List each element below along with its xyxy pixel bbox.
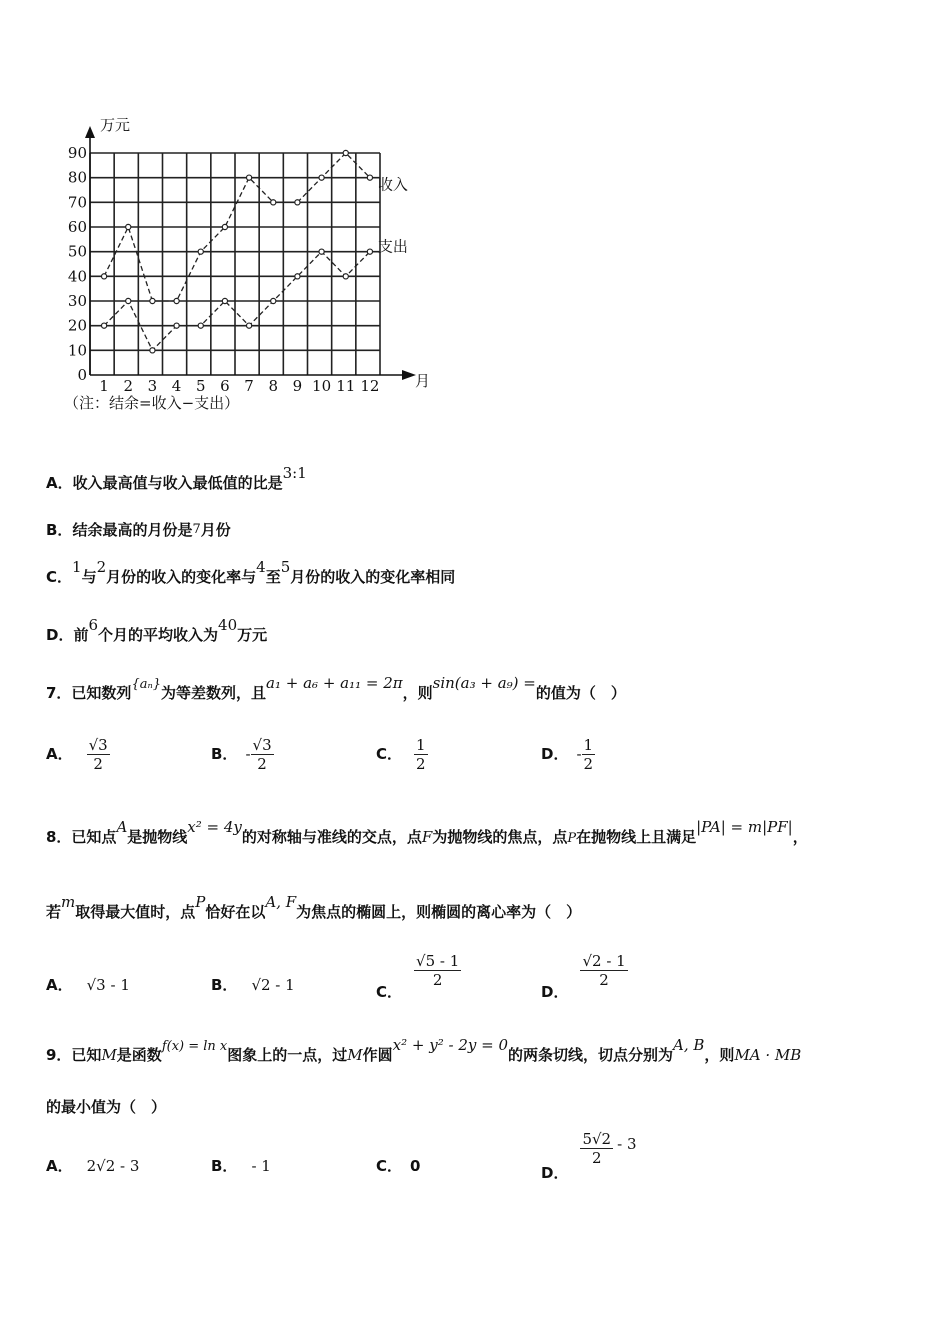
data-point: [174, 298, 179, 303]
q9-circle: x² + y² - 2y = 0: [392, 1036, 508, 1054]
option-label: A．: [46, 474, 73, 492]
option-text: 收入最高值与收入最低值的比是: [72, 474, 283, 492]
x-tick-label: 6: [220, 377, 230, 395]
data-point: [271, 200, 276, 205]
x-tick-label: 7: [244, 377, 254, 395]
q8-stem-line1: 8．已知点A是抛物线x² = 4y的对称轴与准线的交点，点F为抛物线的焦点，点P在抛物线上且满足|PA| = m|PF|，: [46, 818, 808, 846]
data-point: [150, 348, 155, 353]
series-label: 支出: [377, 237, 408, 256]
y-tick-label: 30: [67, 292, 87, 310]
option-text: 万元: [237, 626, 268, 644]
y-axis-arrow: [85, 126, 95, 138]
q9-dot-product: MA · MB: [734, 1046, 802, 1064]
option-label: B．: [46, 521, 73, 539]
data-point: [126, 298, 131, 303]
q8-point-f: F: [421, 828, 433, 846]
option-expression: - 1: [251, 1157, 271, 1175]
y-tick-label: 60: [67, 218, 87, 236]
series-label: 收入: [377, 175, 408, 194]
data-point: [367, 175, 372, 180]
q8-option-d: D． $\frac{√2 - 1}{2}$: [541, 952, 626, 1001]
chart-note: （注：结余=收入−支出）: [64, 394, 240, 412]
data-point: [222, 224, 227, 229]
data-point: [319, 175, 324, 180]
data-point: [101, 274, 106, 279]
option-expression: √2 - 1: [251, 976, 295, 994]
data-point: [343, 150, 348, 155]
x-tick-label: 8: [268, 377, 279, 395]
option-text: 个月的平均收入为: [98, 626, 219, 644]
y-tick-label: 20: [67, 316, 87, 335]
option-math: 1: [72, 558, 82, 576]
q7-sequence: {aₙ}: [131, 677, 162, 692]
option-text: 结余最高的月份是: [72, 521, 193, 539]
option-label: C．: [46, 568, 73, 586]
data-point: [295, 200, 300, 205]
x-tick-label: 11: [336, 377, 356, 395]
option-expression: 0: [410, 1157, 421, 1175]
x-tick-label: 9: [292, 377, 303, 395]
data-point: [295, 274, 300, 279]
q7-expression: sin(a₃ + a₉) =: [432, 674, 536, 692]
option-text: 前: [73, 626, 89, 644]
option-math: 40: [218, 616, 238, 634]
q9-stem-line1: 9．已知M是函数f(x) = ln x图象上的一点，过M作圆x² + y² - 2y = 0的两条切线，切点分别为A, B，则MA · MB: [46, 1036, 802, 1064]
q9-function: f(x) = ln x: [161, 1039, 228, 1054]
data-point: [246, 175, 251, 180]
option-fraction: $\frac{1}{2}$: [583, 736, 594, 773]
q7-option-d: [541, 736, 595, 773]
option-text: 月份: [200, 521, 231, 539]
y-axis-label: 万元: [100, 116, 131, 134]
option-fraction: $\frac{5√2}{2}$: [582, 1130, 612, 1167]
q6-option-b: [46, 519, 231, 540]
q8-parabola: x² = 4y: [187, 818, 242, 836]
q8-point-p: P: [195, 893, 206, 911]
option-sign: -: [245, 745, 251, 763]
income-expense-chart: [60, 108, 440, 418]
data-point: [198, 249, 203, 254]
option-math: 3:1: [282, 464, 307, 482]
x-tick-label: 1: [99, 377, 109, 395]
y-tick-label: 80: [67, 168, 87, 187]
x-tick-label: 12: [360, 377, 380, 395]
data-point: [174, 323, 179, 328]
option-expression: √3 - 1: [86, 976, 130, 994]
data-point: [222, 298, 227, 303]
data-point: [150, 298, 155, 303]
q9-point-m: M: [101, 1046, 117, 1064]
q9-option-d: D． $\frac{5√2}{2}$ - 3: [541, 1130, 637, 1182]
option-text: 月份的收入的变化率相同: [290, 568, 456, 586]
x-tick-label: 10: [312, 377, 332, 395]
option-fraction: $\frac{√5 - 1}{2}$: [416, 952, 460, 989]
data-point: [246, 323, 251, 328]
option-math: 2: [96, 558, 107, 576]
q9-option-c: C． 0: [376, 1157, 421, 1175]
x-tick-label: 2: [123, 377, 134, 395]
option-math: 6: [88, 616, 99, 634]
q8-option-c: C． $\frac{√5 - 1}{2}$: [376, 952, 460, 1001]
q6-option-a: [46, 464, 307, 493]
q8-option-b: B． √2 - 1: [211, 976, 295, 994]
y-tick-label: 40: [67, 267, 87, 286]
option-label: B．: [211, 745, 238, 763]
option-fraction: $\frac{√2 - 1}{2}$: [582, 952, 626, 989]
option-label: D．: [46, 626, 74, 644]
x-axis-label: 月: [415, 372, 431, 390]
data-point: [126, 224, 131, 229]
q7-text: 7．已知数列: [46, 684, 132, 702]
x-tick-label: 4: [171, 377, 182, 395]
option-label: D．: [541, 745, 569, 763]
option-math: 5: [280, 558, 291, 576]
option-math: 4: [256, 558, 266, 576]
q8-point-a: A: [116, 818, 128, 836]
q6-option-d: [46, 616, 268, 645]
data-point: [271, 298, 276, 303]
q7-text: 的值为（ ）: [535, 684, 626, 702]
data-point: [101, 323, 106, 328]
option-text: 与: [81, 568, 97, 586]
y-tick-label: 90: [67, 144, 87, 162]
q8-point-p: P: [567, 831, 577, 846]
q7-stem: [46, 674, 626, 703]
option-fraction: $\frac{√3}{2}$: [252, 736, 272, 773]
q7-text: ，则: [402, 684, 433, 702]
q6-option-c: [46, 558, 456, 587]
option-text: 至: [265, 568, 281, 586]
data-point: [319, 249, 324, 254]
q8-foci: A, F: [265, 893, 297, 911]
q7-option-a: [46, 736, 110, 773]
data-point: [367, 249, 372, 254]
data-point: [198, 323, 203, 328]
data-point: [343, 274, 348, 279]
option-fraction: $\frac{1}{2}$: [416, 736, 426, 773]
option-label: C．: [376, 745, 403, 763]
q9-stem-line2: 的最小值为（ ）: [46, 1098, 167, 1116]
q9-option-a: A． 2√2 - 3: [46, 1157, 140, 1175]
q7-option-b: [211, 736, 274, 773]
q9-option-b: B． - 1: [211, 1157, 271, 1175]
option-sign: -: [576, 745, 582, 763]
q7-option-c: [376, 736, 428, 773]
option-fraction: $\frac{√3}{2}$: [88, 736, 108, 773]
q9-tangent-points: A, B: [673, 1036, 705, 1054]
q8-condition: |PA| = m|PF|: [696, 818, 793, 836]
q7-text: 为等差数列，且: [161, 684, 267, 702]
q8-option-a: A． √3 - 1: [46, 976, 130, 994]
x-tick-label: 5: [195, 377, 206, 395]
y-tick-label: 10: [67, 341, 87, 360]
y-tick-label: 50: [67, 242, 87, 261]
x-tick-label: 3: [147, 377, 158, 395]
q8-stem-line2: 若m取得最大值时，点P恰好在以A, F为焦点的椭圆上，则椭圆的离心率为（ ）: [46, 893, 582, 921]
q9-point-m: M: [347, 1046, 363, 1064]
option-text: 月份的收入的变化率与: [106, 568, 257, 586]
option-math: 7: [192, 522, 201, 537]
q7-condition: a₁ + a₆ + a₁₁ = 2π: [266, 674, 403, 692]
option-expression: 2√2 - 3: [86, 1157, 140, 1175]
y-tick-label: 0: [77, 366, 87, 384]
option-label: A．: [46, 745, 73, 763]
q8-m: m: [61, 893, 76, 911]
x-axis-arrow: [402, 370, 416, 380]
y-tick-label: 70: [67, 193, 87, 212]
